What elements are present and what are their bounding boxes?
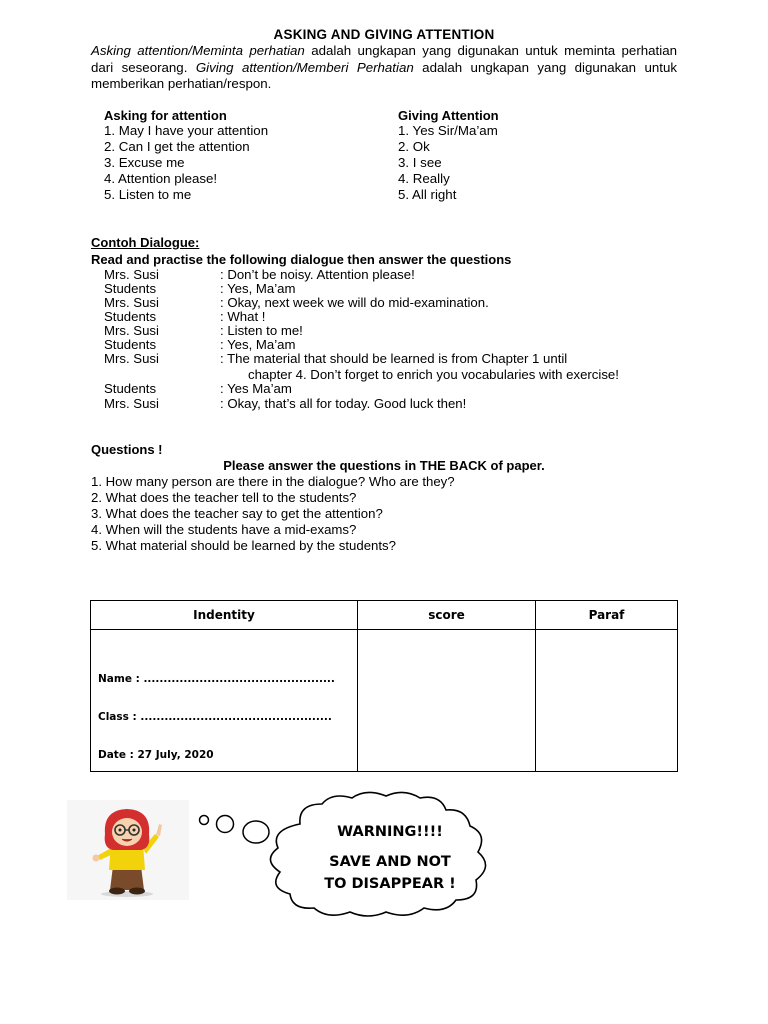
dialogue-speaker: Students xyxy=(104,381,157,396)
page-title: ASKING AND GIVING ATTENTION xyxy=(273,27,495,42)
dialogue-speaker: Students xyxy=(104,337,157,352)
dialogue-text: : Okay, that’s all for today. Good luck then! xyxy=(220,396,467,411)
dialogue-text: : Yes, Ma’am xyxy=(220,281,296,296)
giving-list xyxy=(398,123,678,203)
dialogue-text: : The material that should be learned is from Chapter 1 until xyxy=(220,351,568,366)
giving-section xyxy=(398,108,678,203)
dialogue-text: : Yes Ma’am xyxy=(220,381,292,396)
score-cell[interactable] xyxy=(358,630,536,772)
list-item: 5. Listen to me xyxy=(104,187,192,202)
list-item: 2. Can I get the attention xyxy=(104,139,250,154)
dialogue-speaker: Students xyxy=(104,309,157,324)
warning-line-3: TO DISAPPEAR ! xyxy=(324,876,456,892)
dialogue-speaker: Mrs. Susi xyxy=(104,295,159,310)
intro-text-2: adalah ungkapan yang digunakan untuk memberikan perhatian/respon. xyxy=(91,59,677,91)
class-field[interactable]: Class : ................................................ xyxy=(98,711,332,723)
header-identity: Indentity xyxy=(91,601,358,630)
intro-paragraph xyxy=(91,43,677,93)
dialogue-text: chapter 4. Don’t forget to enrich you vocabularies with exercise! xyxy=(248,367,619,382)
dialogue-speaker: Mrs. Susi xyxy=(104,323,159,338)
header-paraf: Paraf xyxy=(536,601,678,630)
list-item: 4. Attention please! xyxy=(104,171,218,186)
list-item: 3. I see xyxy=(398,155,442,170)
list-item: 3. Excuse me xyxy=(104,155,185,170)
asking-list xyxy=(104,123,384,203)
girl-cartoon-icon xyxy=(67,800,189,900)
list-item: 2. What does the teacher tell to the students? xyxy=(91,490,357,505)
identity-cell xyxy=(91,630,358,772)
list-item: 4. When will the students have a mid-exams? xyxy=(91,522,357,537)
intro-term-asking: Asking attention/Meminta perhatian xyxy=(91,43,305,58)
intro-term-giving: Giving attention/Memberi Perhatian xyxy=(195,59,414,75)
questions-instruction: Please answer the questions in THE BACK of paper. xyxy=(223,458,545,473)
warning-line-2: SAVE AND NOT xyxy=(329,854,451,870)
name-field[interactable]: Name : ................................................ xyxy=(98,673,335,685)
dialogue-text: : Listen to me! xyxy=(220,323,303,338)
list-item: 2. Ok xyxy=(398,139,430,154)
intro-text-1: adalah ungkapan yang digunakan untuk meminta perhatian dari seseorang. xyxy=(91,43,677,75)
warning-bubble xyxy=(280,818,500,908)
questions-heading: Questions ! xyxy=(91,442,163,457)
dialogue-text: : What ! xyxy=(220,309,266,324)
paraf-cell[interactable] xyxy=(536,630,678,772)
dialogue-instruction: Read and practise the following dialogue then answer the questions xyxy=(91,252,512,267)
dialogue-speaker: Mrs. Susi xyxy=(104,351,159,366)
dialogue-speaker: Mrs. Susi xyxy=(104,396,159,411)
dialogue-text: : Don’t be noisy. Attention please! xyxy=(220,267,415,282)
dialogue-speaker: Students xyxy=(104,281,157,296)
dialogue-text: : Yes, Ma’am xyxy=(220,337,296,352)
asking-heading: Asking for attention xyxy=(104,108,227,123)
warning-line-1: WARNING!!!! xyxy=(337,824,443,840)
dialogue-text: : Okay, next week we will do mid-examination. xyxy=(220,295,489,310)
asking-section xyxy=(104,108,384,203)
list-item: 1. Yes Sir/Ma’am xyxy=(398,123,498,138)
list-item: 5. All right xyxy=(398,187,457,202)
list-item: 1. How many person are there in the dialogue? Who are they? xyxy=(91,474,455,489)
list-item: 5. What material should be learned by the students? xyxy=(91,538,396,553)
dialogue-heading: Contoh Dialogue: xyxy=(91,235,200,250)
list-item: 1. May I have your attention xyxy=(104,123,269,138)
dialogue-speaker: Mrs. Susi xyxy=(104,267,159,282)
questions-list xyxy=(91,474,681,554)
list-item: 4. Really xyxy=(398,171,450,186)
date-field: Date : 27 July, 2020 xyxy=(98,749,214,761)
giving-heading: Giving Attention xyxy=(398,108,499,123)
header-score: score xyxy=(358,601,536,630)
list-item: 3. What does the teacher say to get the attention? xyxy=(91,506,383,521)
identity-table xyxy=(90,600,678,772)
